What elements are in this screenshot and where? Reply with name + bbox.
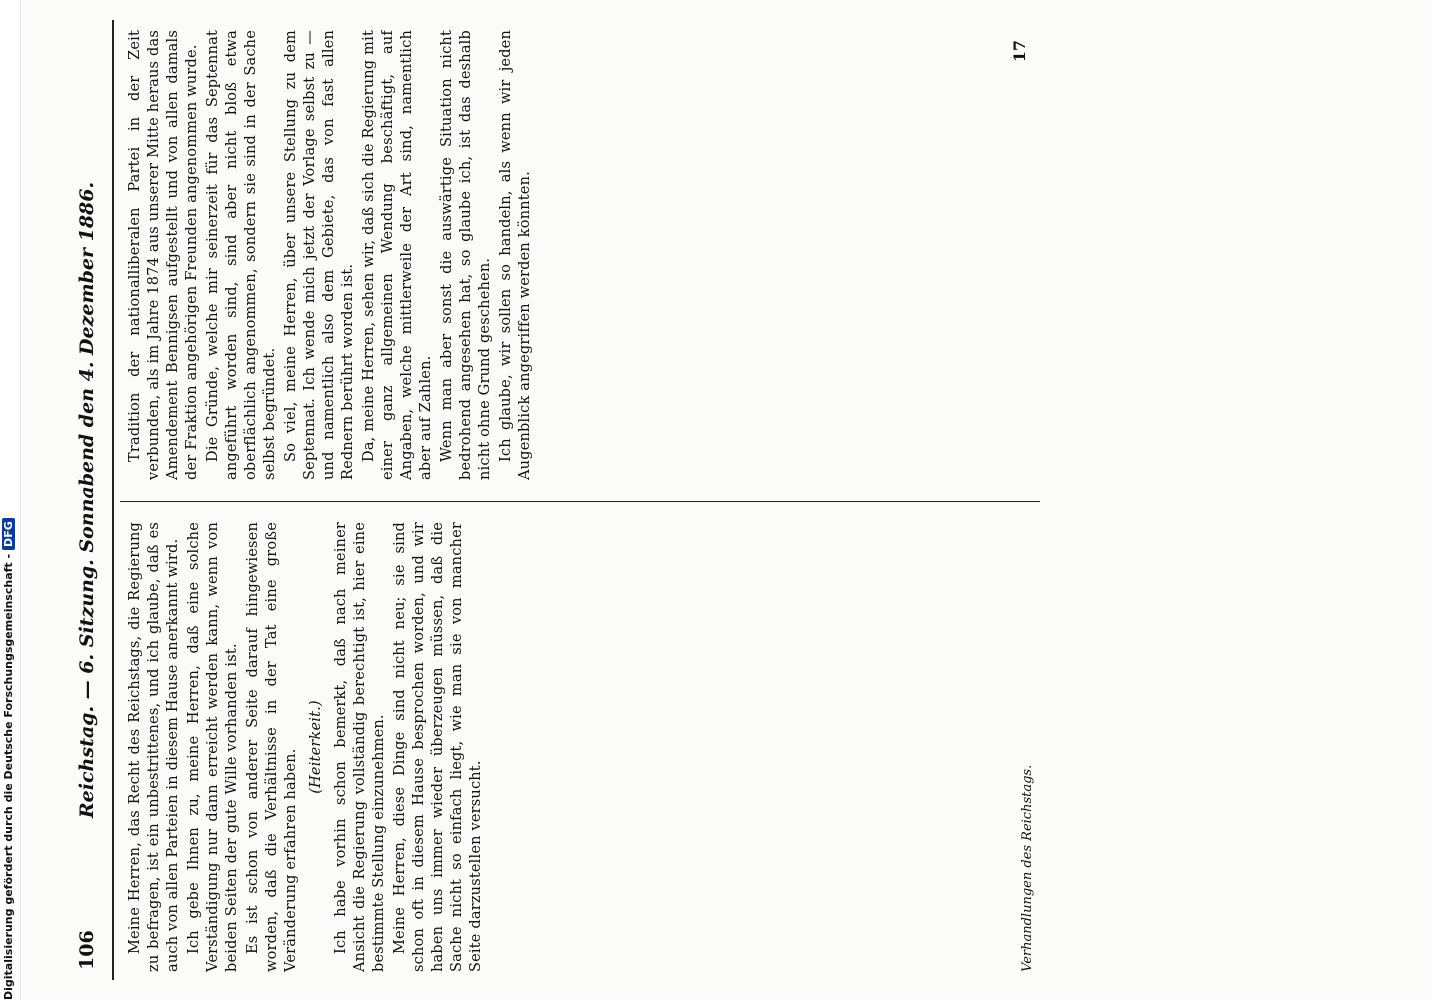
paragraph: Wenn man aber sonst die auswärtige Situation nicht bedrohend angesehen hat, so glaube ich, ist das deshalb nicht ohne Grund geschehen. xyxy=(439,30,493,480)
rotated-page xyxy=(60,0,1130,1000)
signature-mark: 17 xyxy=(1010,40,1029,63)
paragraph: Die Gründe, welche mir seinerzeit für das Septennat angeführt worden sind, sind aber nicht bloß etwa oberflächlich angenommen, sondern sie sind in der Sache selbst begründet. xyxy=(205,30,278,480)
paragraph: Es ist schon von anderer Seite darauf hingewiesen worden, daß die Verhältnisse in der Tat eine große Veränderung erfahren haben. xyxy=(245,522,299,972)
header-rule xyxy=(112,20,114,980)
paragraph: Ich gebe Ihnen zu, meine Herren, daß eine solche Verständigung nur dann erreicht werden kann, wenn von beiden Seiten der gute Wille vorhanden ist. xyxy=(186,522,240,972)
dfg-logo: DFG xyxy=(2,518,15,550)
digitization-credit xyxy=(2,0,18,1000)
text-column-left xyxy=(126,522,1056,972)
paragraph: Meine Herren, diese Dinge sind nicht neu; sie sind schon oft in diesem Hause besprochen worden, und wir haben uns immer wieder überzeugen müssen, daß die Sache nicht so einfach liegt, wie man sie von mancher Seite darzustellen versucht. xyxy=(392,522,484,972)
paragraph: Tradition der nationalliberalen Partei in der Zeit verbunden, als im Jahre 1874 aus unserer Mitte heraus das Amendement Bennigsen aufgestellt und von allen damals der Fraktion angehörigen Freunden angenommen wurde. xyxy=(127,30,200,480)
digitization-edge-strip xyxy=(0,0,21,1000)
page-header xyxy=(70,20,110,980)
footer-signature: Verhandlungen des Reichstags. xyxy=(1020,764,1035,972)
column-divider xyxy=(120,501,1040,502)
paragraph: Ich glaube, wir sollen so handeln, als wenn wir jeden Augenblick angegriffen werden könnten. xyxy=(498,30,533,480)
text-column-right xyxy=(126,30,1056,480)
page-number: 106 xyxy=(76,930,98,970)
page-title: Reichstag. — 6. Sitzung. Sonnabend den 4. Dezember 1886. xyxy=(76,181,98,819)
paragraph: Meine Herren, das Recht des Reichstags, die Regierung zu befragen, ist ein unbestrittenes, und ich glaube, daß es auch von allen Parteien in diesem Hause anerkannt wird. xyxy=(127,522,181,972)
paragraph: So viel, meine Herren, über unsere Stellung zu dem Septennat. Ich wende mich jetzt der Vorlage selbst zu — und namentlich also dem Gebiete, das von fast allen Rednern berührt worden ist. xyxy=(283,30,356,480)
digitization-credit-text: Digitalisierung gefördert durch die Deutsche Forschungsgemeinschaft - xyxy=(2,553,15,1000)
applause-note: (Heiterkeit.) xyxy=(308,700,324,794)
paragraph: Ich habe vorhin schon bemerkt, daß nach meiner Ansicht die Regierung vollständig berechtigt ist, hier eine bestimmte Stellung einzunehmen. xyxy=(333,522,387,972)
paragraph: Da, meine Herren, sehen wir, daß sich die Regierung mit einer ganz allgemeinen Wendung beschäftigt, auf Angaben, welche mittlerweile der Art sind, namentlich aber auf Zahlen. xyxy=(361,30,434,480)
